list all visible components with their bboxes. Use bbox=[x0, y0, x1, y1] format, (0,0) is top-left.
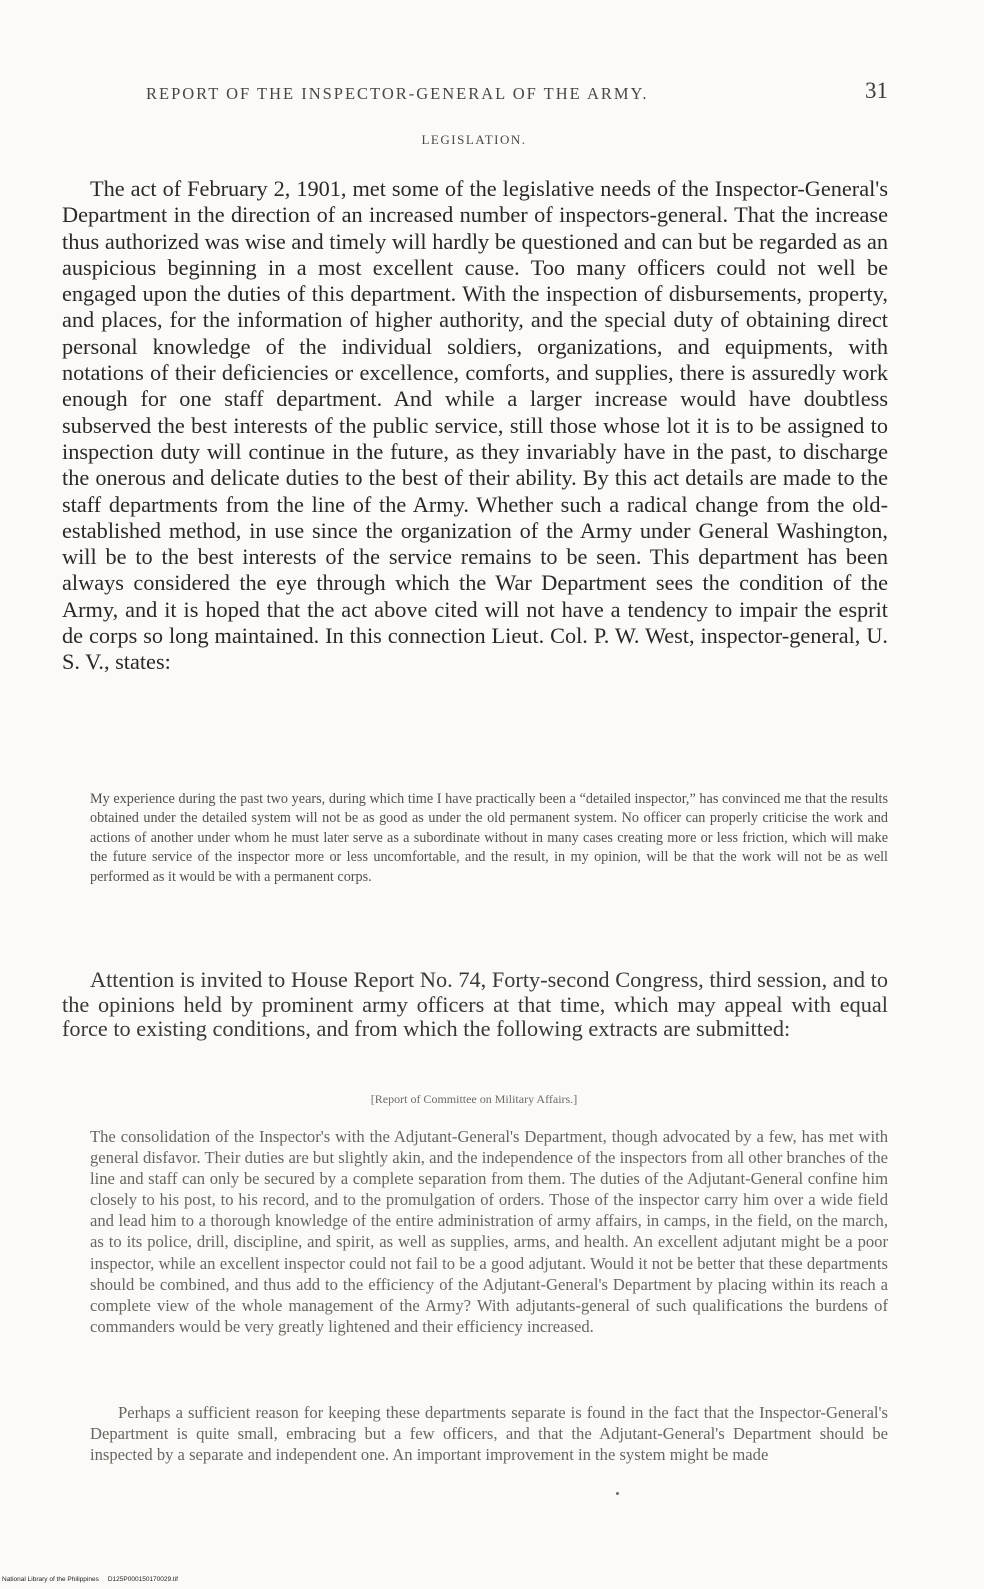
extract-paragraph-consolidation: The consolidation of the Inspector's with the Adjutant-General's Department, though advocated by a few, has met with general disfavor. Their duties are but slightly akin, and the independence of the inspectors from all other branches of the line and staff can only be secured by a complete separation from them. The duties of the Adjutant-General confine him closely to his post, to his record, and to the promulgation of orders. Those of the inspector carry him over a wide field and lead him to a thorough knowledge of the entire administration of army affairs, in camps, in the field, on the march, as to its police, drill, discipline, and spirit, as well as supplies, arms, and health. An excellent adjutant might be a poor inspector, while an excellent inspector could not fail to be a good adjutant. Would it not be better that these departments should be combined, and thus add to the efficiency of the Adjutant-General's Department by placing within its reach a complete view of the whole management of the Army? With adjutants-general of such qualifications the burdens of commanders would be very greatly lightened and their efficiency increased. bbox=[90, 1127, 888, 1336]
scan-credit: National Library of the Philippines D125P000150170029.tif bbox=[2, 1576, 178, 1583]
block-quote-west: My experience during the past two years, during which time I have practically been a “detailed inspector,” has convinced me that the results obtained under the detailed system will not be as good as under the old permanent system. No officer can properly criticise the work and actions of another under whom he must later serve as a subordinate without in many cases creating more or less friction, which will make the future service of the inspector more or less uncomfortable, and the result, in my opinion, will be that the work will not be as well performed as it would be with a permanent corps. bbox=[90, 791, 888, 885]
section-heading: LEGISLATION. bbox=[421, 132, 527, 147]
body-paragraph-attention: Attention is invited to House Report No. 74, Forty-second Congress, third session, and to the opinions held by prominent army officers at that time, which may appeal with equal force to existing conditions, and from which the following extracts are submitted: bbox=[62, 967, 888, 1042]
print-speck bbox=[616, 1492, 619, 1495]
report-caption: [Report of Committee on Military Affairs.] bbox=[370, 1092, 578, 1106]
extract-paragraph-separation: Perhaps a sufficient reason for keeping these departments separate is found in the fact that the Inspector-General's Department is quite small, embracing but a few officers, and that the Adjutant-General's Department should be inspected by a separate and independent one. An important improvement in the system might be made bbox=[90, 1403, 888, 1464]
scan-footer bbox=[0, 1573, 984, 1589]
running-head bbox=[62, 78, 888, 110]
body-paragraph-legislation: The act of February 2, 1901, met some of the legislative needs of the Inspector-General's Department in the direction of an increased number of inspectors-general. That the increase thus authorized was wise and timely will hardly be questioned and can but be regarded as an auspicious beginning in a most excellent cause. Too many officers could not well be engaged upon the duties of this department. With the inspection of disbursements, property, and places, for the information of higher authority, and the special duty of obtaining direct personal knowledge of the individual soldiers, organizations, and equipments, with notations of their deficiencies or excellence, comforts, and supplies, there is assuredly work enough for one staff department. And while a larger increase would have doubtless subserved the best interests of the public service, still those whose lot it is to be assigned to inspection duty will continue in the future, as they invariably have in the past, to discharge the onerous and delicate duties to the best of their ability. By this act details are made to the staff departments from the line of the Army. Whether such a radical change from the old-established method, in use since the organization of the Army under General Washington, will be to the best interests of the service remains to be seen. This department has been always considered the eye through which the War Department sees the condition of the Army, and it is hoped that the act above cited will not have a tendency to impair the esprit de corps so long maintained. In this connection Lieut. Col. P. W. West, inspector-general, U. S. V., states: bbox=[62, 176, 888, 675]
running-title: REPORT OF THE INSPECTOR-GENERAL OF THE ARMY. bbox=[146, 84, 649, 103]
page-number: 31 bbox=[865, 78, 888, 103]
